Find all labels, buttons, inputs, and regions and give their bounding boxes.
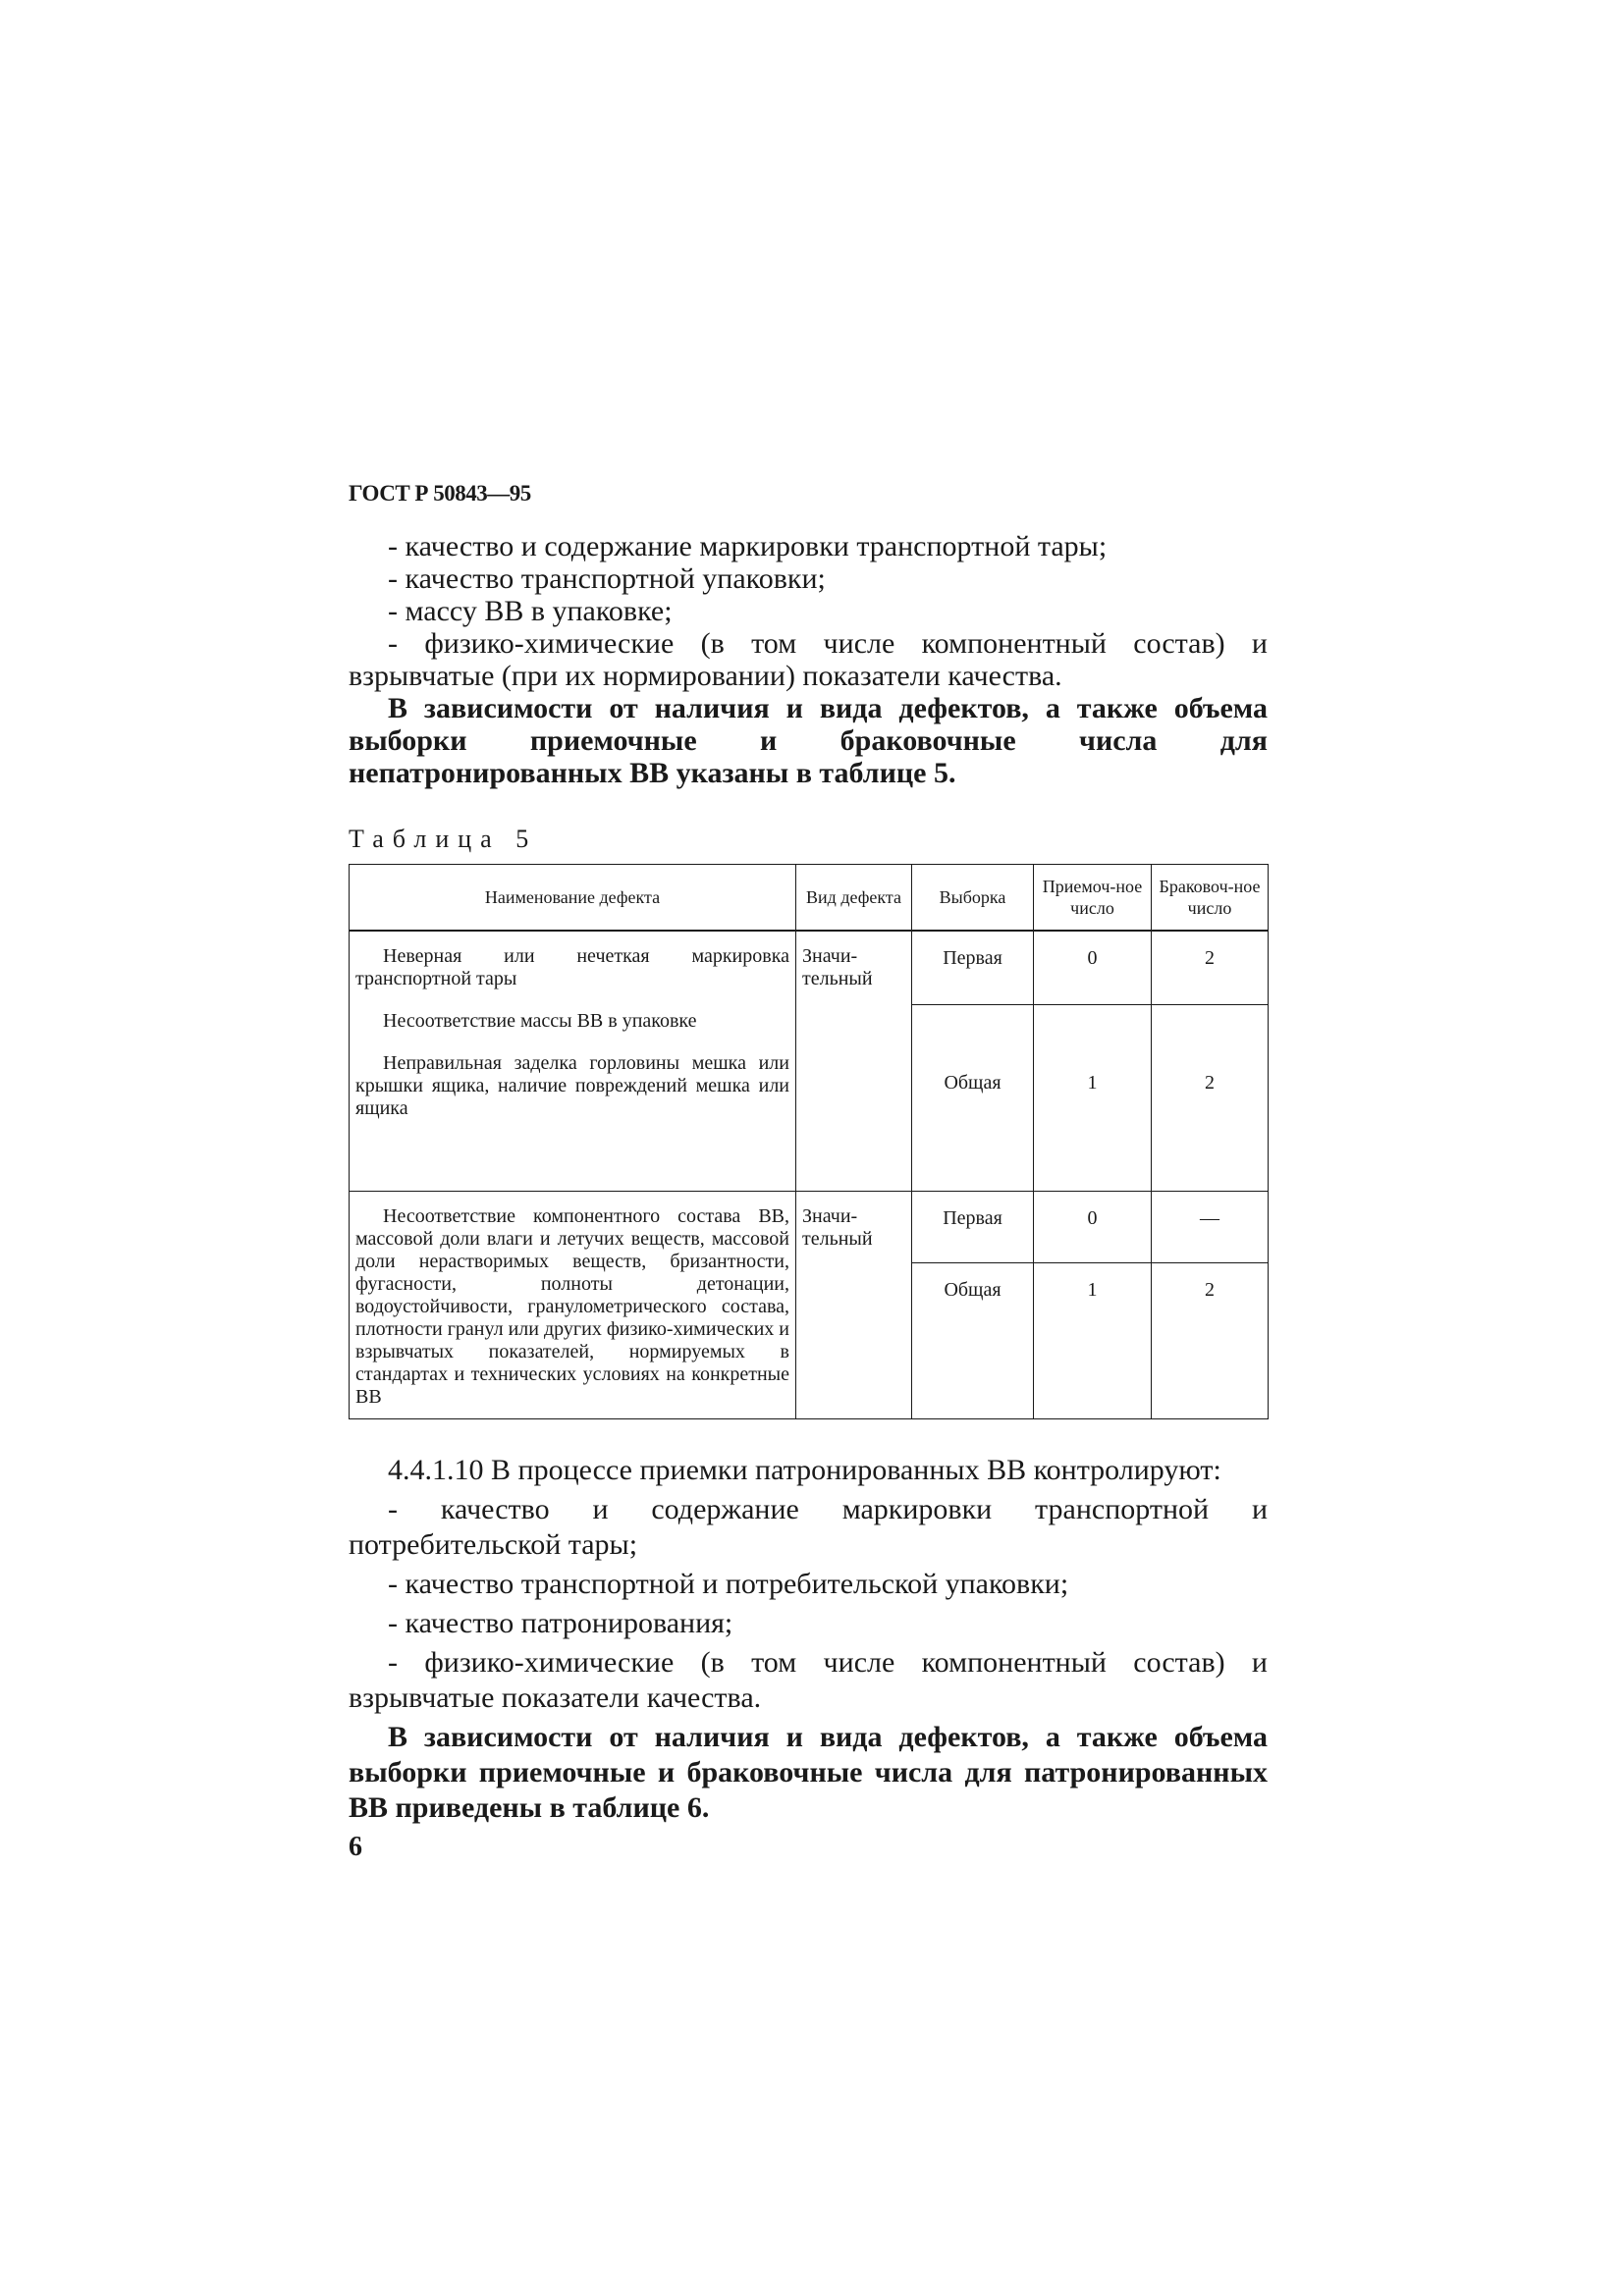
section-paragraph: В зависимости от наличия и вида дефектов, а также объема выборки приемочные и браковочные числа для патронированных ВВ приведены в таблице 6. <box>349 1721 1268 1824</box>
defect-name: Неверная или нечеткая маркировка транспортной тары <box>355 945 789 989</box>
table-row <box>350 931 1269 1005</box>
defect-name: Несоответствие компонентного состава ВВ, массовой доли влаги и летучих веществ, массовой доли нерастворимых веществ, бризантности, фугасности, полноты детонации, водоустойчивости, гранулометрического состава, плотности гранул или других физико-химических и взрывчатых показателей, нормируемых в стандартах и технических условиях на конкретные ВВ <box>355 1205 789 1408</box>
section-heading: 4.4.1.10 В процессе приемки патронированных ВВ контролируют: <box>388 1454 1221 1486</box>
page-number: 6 <box>349 1832 362 1862</box>
defect-names-cell <box>350 1192 796 1419</box>
list-item: - качество транспортной упаковки; <box>388 562 826 595</box>
defect-name: Неправильная заделка горловины мешка или крышки ящика, наличие повреждений мешка или ящика <box>355 1052 789 1119</box>
header-defect-type: Вид дефекта <box>796 865 912 932</box>
reject-number-cell: 2 <box>1152 931 1269 1005</box>
defects-table <box>349 864 1269 1419</box>
sample-cell: Первая <box>912 931 1034 1005</box>
header-sample: Выборка <box>912 865 1034 932</box>
defect-type-cell: Значи-тельный <box>796 931 912 1192</box>
header-reject-number: Браковоч-ное число <box>1152 865 1269 932</box>
sample-cell: Первая <box>912 1192 1034 1263</box>
list-item: - качество патронирования; <box>388 1607 733 1639</box>
intro-paragraph: В зависимости от наличия и вида дефектов, а также объема выборки приемочные и браковочные числа для непатронированных ВВ указаны в таблице 5. <box>349 692 1268 789</box>
list-item: - массу ВВ в упаковке; <box>388 595 673 627</box>
defect-type-cell: Значи-тельный <box>796 1192 912 1419</box>
table-header-row <box>350 865 1269 932</box>
list-item: - качество и содержание маркировки транспортной и потребительской тары; <box>349 1493 1268 1561</box>
accept-number-cell: 1 <box>1034 1005 1152 1192</box>
header-defect-name: Наименование дефекта <box>350 865 796 932</box>
document-code: ГОСТ Р 50843—95 <box>349 481 531 506</box>
accept-number-cell: 1 <box>1034 1263 1152 1419</box>
list-item: - качество транспортной и потребительской упаковки; <box>388 1568 1069 1600</box>
reject-number-cell: — <box>1152 1192 1269 1263</box>
defect-name: Несоответствие массы ВВ в упаковке <box>383 1010 697 1032</box>
intro-text <box>349 530 1268 789</box>
section-text <box>349 1453 1268 1826</box>
reject-number-cell: 2 <box>1152 1005 1269 1192</box>
reject-number-cell: 2 <box>1152 1263 1269 1419</box>
defect-names-cell <box>350 931 796 1192</box>
table-caption: Таблица 5 <box>349 825 538 853</box>
accept-number-cell: 0 <box>1034 931 1152 1005</box>
document-page <box>349 481 1268 1863</box>
table-row <box>350 1192 1269 1263</box>
sample-cell: Общая <box>912 1263 1034 1419</box>
sample-cell: Общая <box>912 1005 1034 1192</box>
list-item: - физико-химические (в том числе компонентный состав) и взрывчатые (при их нормировании) показатели качества. <box>349 627 1268 692</box>
list-item: - физико-химические (в том числе компонентный состав) и взрывчатые показатели качества. <box>349 1646 1268 1714</box>
header-accept-number: Приемоч-ное число <box>1034 865 1152 932</box>
accept-number-cell: 0 <box>1034 1192 1152 1263</box>
list-item: - качество и содержание маркировки транспортной тары; <box>388 530 1108 562</box>
